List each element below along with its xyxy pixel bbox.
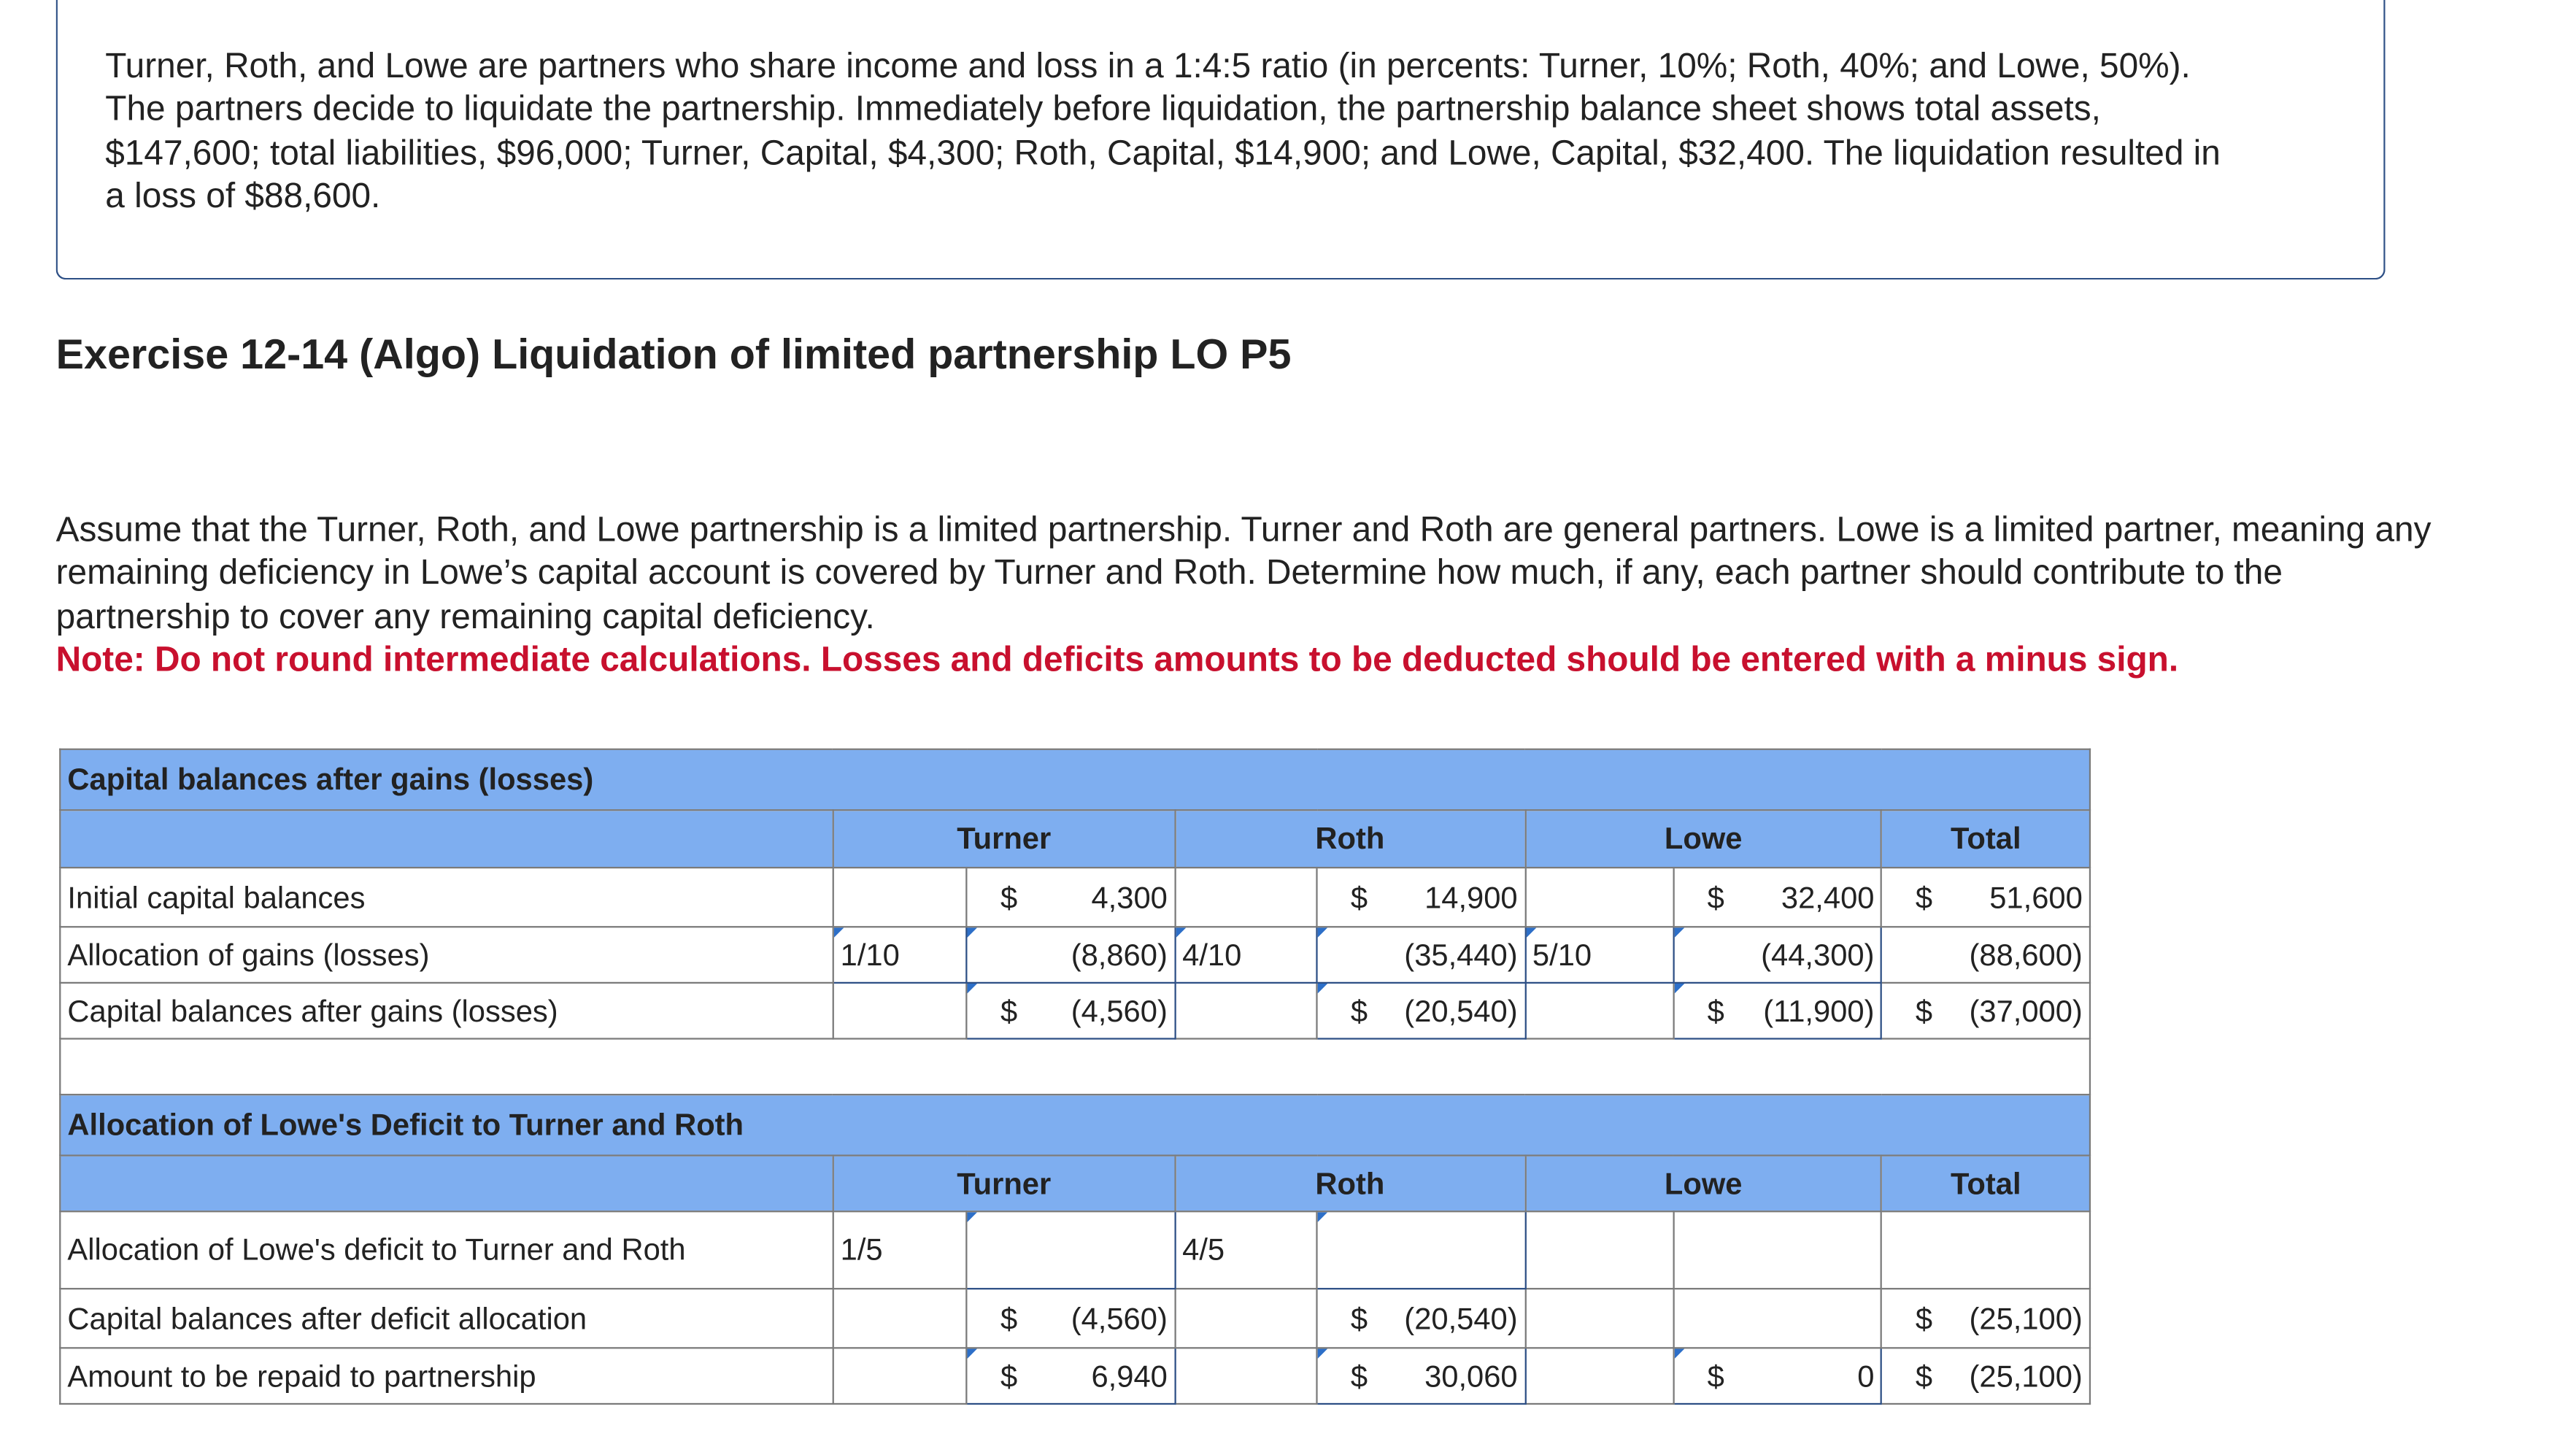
problem-statement-text: Turner, Roth, and Lowe are partners who share income and loss in a 1:4:5 ratio (in percents: Turner, 10%; Roth, 40%; and Lowe, 50%). The partners decide to liquidate the partnership. Immediately before liquidation, the partnership balance sheet shows total assets, $147,600; total liabilities, $96,000; Turner, Capital, $4,300; Roth, Capital, $14,900; and Lowe, Capital, $32,400. The liquidation resulted in a loss of $88,600. [105, 47, 2221, 216]
currency-sign: $ [1000, 992, 1018, 1027]
header-turner: Turner [833, 810, 1175, 868]
row-allocation-gains [60, 927, 2090, 983]
lowe-ratio-blank [1525, 1289, 1674, 1348]
currency-sign: $ [1915, 1300, 1933, 1335]
currency-sign: $ [1350, 1357, 1368, 1393]
turner-ratio-input[interactable]: 1/10 [833, 927, 967, 983]
currency-sign: $ [1350, 992, 1368, 1027]
header-lowe: Lowe [1525, 810, 1882, 868]
row-label: Capital balances after gains (losses) [60, 983, 833, 1039]
total-deficit-blank [1882, 1211, 2090, 1289]
roth-after-value: (20,540) [1404, 992, 1518, 1027]
header-total: Total [1882, 1156, 2090, 1212]
roth-ratio-blank [1175, 868, 1317, 927]
lowe-allocation-input[interactable]: (44,300) [1673, 927, 1881, 983]
currency-sign: $ [1000, 1300, 1018, 1335]
currency-sign: $ [1000, 879, 1018, 914]
roth-after-deficit-value: (20,540) [1404, 1300, 1518, 1335]
exercise-title: Exercise 12-14 (Algo) Liquidation of limited partnership LO P5 [55, 332, 1292, 379]
row-initial-capital [60, 868, 2090, 927]
spacer-row [60, 1039, 2090, 1095]
roth-repaid-value: 30,060 [1424, 1357, 1518, 1393]
row-label: Initial capital balances [60, 868, 833, 927]
turner-after-input[interactable] [967, 983, 1175, 1039]
roth-ratio-blank [1175, 1289, 1317, 1348]
lowe-ratio-blank [1525, 1348, 1674, 1404]
turner-allocation-input[interactable]: (8,860) [967, 927, 1175, 983]
lowe-after-deficit-blank [1673, 1289, 1881, 1348]
lowe-deficit-blank [1673, 1211, 1881, 1289]
roth-deficit-ratio: 4/5 [1175, 1211, 1317, 1289]
row-allocation-deficit [60, 1211, 2090, 1289]
total-repaid [1882, 1348, 2090, 1404]
roth-ratio-blank [1175, 1348, 1317, 1404]
liquidation-worksheet [59, 749, 2091, 1405]
currency-sign: $ [1707, 992, 1724, 1027]
header-roth: Roth [1175, 810, 1525, 868]
roth-deficit-input[interactable] [1317, 1211, 1525, 1289]
total-after [1882, 983, 2090, 1039]
currency-sign: $ [1915, 992, 1933, 1027]
section2-header-row [60, 1156, 2090, 1212]
header-roth: Roth [1175, 1156, 1525, 1212]
total-repaid-value: (25,100) [1969, 1357, 2083, 1393]
currency-sign: $ [1707, 879, 1724, 914]
turner-ratio-blank [833, 868, 967, 927]
turner-ratio-blank [833, 1289, 967, 1348]
section1-title: Capital balances after gains (losses) [60, 749, 2090, 810]
lowe-ratio-blank [1525, 1211, 1674, 1289]
lowe-ratio-blank [1525, 983, 1674, 1039]
lowe-ratio-input[interactable]: 5/10 [1525, 927, 1674, 983]
row-amount-repaid [60, 1348, 2090, 1404]
turner-initial [967, 868, 1175, 927]
header-total: Total [1882, 810, 2090, 868]
instructions-text: Assume that the Turner, Roth, and Lowe partnership is a limited partnership. Turner and Roth are general partners. Lowe is a limited partner, meaning any remaining deficiency in Lowe’s capital account is covered by Turner and Roth. Determine how much, if any, each partner should contribute to the partnership to cover any remaining capital deficiency. [55, 512, 2432, 636]
lowe-repaid-value: 0 [1857, 1357, 1875, 1393]
section2-title: Allocation of Lowe's Deficit to Turner and Roth [60, 1095, 2090, 1155]
roth-initial [1317, 868, 1525, 927]
currency-sign: $ [1350, 879, 1368, 914]
roth-after-deficit [1317, 1289, 1525, 1348]
lowe-ratio-blank [1525, 868, 1674, 927]
lowe-after-value: (11,900) [1763, 992, 1875, 1027]
row-label: Amount to be repaid to partnership [60, 1348, 833, 1404]
turner-after-deficit [967, 1289, 1175, 1348]
turner-initial-value: 4,300 [1091, 879, 1168, 914]
total-after-value: (37,000) [1969, 992, 2083, 1027]
lowe-repaid-input[interactable] [1673, 1348, 1881, 1404]
total-after-deficit [1882, 1289, 2090, 1348]
turner-repaid-value: 6,940 [1091, 1357, 1168, 1393]
currency-sign: $ [1350, 1300, 1368, 1335]
turner-deficit-ratio: 1/5 [833, 1211, 967, 1289]
row-balances-after-gains [60, 983, 2090, 1039]
section1-header-row [60, 810, 2090, 868]
lowe-after-input[interactable] [1673, 983, 1881, 1039]
header-blank [60, 1156, 833, 1212]
header-lowe: Lowe [1525, 1156, 1882, 1212]
row-label: Allocation of Lowe's deficit to Turner and Roth [60, 1211, 833, 1289]
roth-allocation-input[interactable]: (35,440) [1317, 927, 1525, 983]
roth-ratio-blank [1175, 983, 1317, 1039]
currency-sign: $ [1915, 1357, 1933, 1393]
rounding-note: Note: Do not round intermediate calculations. Losses and deficits amounts to be deducted should be entered with a minus sign. [55, 641, 2179, 680]
currency-sign: $ [1707, 1357, 1724, 1393]
turner-ratio-blank [833, 983, 967, 1039]
section1-title-row [60, 749, 2090, 810]
instructions [56, 510, 2458, 684]
turner-deficit-input[interactable] [967, 1211, 1175, 1289]
roth-initial-value: 14,900 [1424, 879, 1518, 914]
row-label: Allocation of gains (losses) [60, 927, 833, 983]
turner-ratio-blank [833, 1348, 967, 1404]
roth-repaid-input[interactable] [1317, 1348, 1525, 1404]
total-allocation: (88,600) [1882, 927, 2090, 983]
currency-sign: $ [1000, 1357, 1018, 1393]
turner-after-value: (4,560) [1071, 992, 1168, 1027]
turner-repaid-input[interactable] [967, 1348, 1175, 1404]
lowe-initial-value: 32,400 [1781, 879, 1875, 914]
section2-title-row [60, 1095, 2090, 1155]
header-turner: Turner [833, 1156, 1175, 1212]
total-after-deficit-value: (25,100) [1969, 1300, 2083, 1335]
row-label: Capital balances after deficit allocation [60, 1289, 833, 1348]
lowe-initial [1673, 868, 1881, 927]
currency-sign: $ [1915, 879, 1933, 914]
total-initial-value: 51,600 [1989, 879, 2083, 914]
row-balances-after-deficit [60, 1289, 2090, 1348]
turner-after-deficit-value: (4,560) [1071, 1300, 1168, 1335]
header-blank [60, 810, 833, 868]
roth-after-input[interactable] [1317, 983, 1525, 1039]
total-initial [1882, 868, 2090, 927]
spacer-cell [60, 1039, 2090, 1095]
roth-ratio-input[interactable]: 4/10 [1175, 927, 1317, 983]
